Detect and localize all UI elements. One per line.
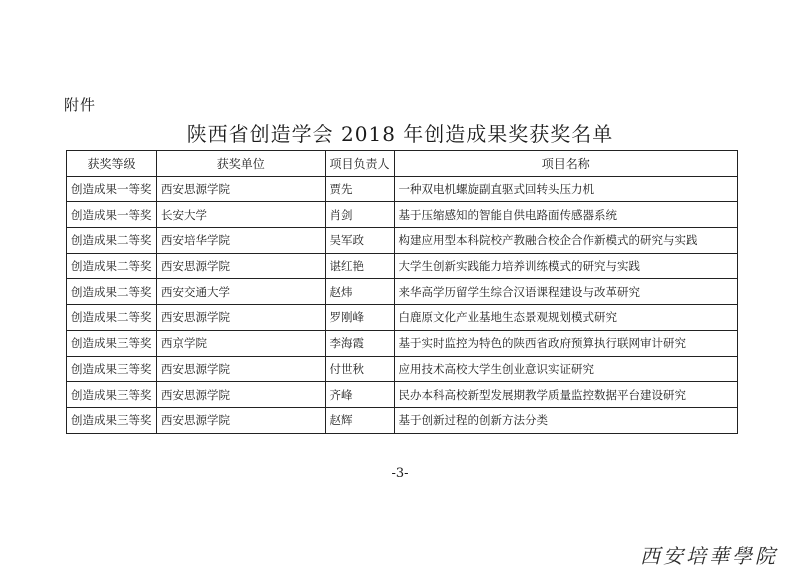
cell-award-unit: 西安思源学院 (156, 253, 325, 279)
cell-project-name: 来华高学历留学生综合汉语课程建设与改革研究 (394, 279, 737, 305)
table-row (67, 330, 738, 356)
cell-project-name: 大学生创新实践能力培养训练模式的研究与实践 (394, 253, 737, 279)
cell-project-name: 构建应用型本科院校产教融合校企合作新模式的研究与实践 (394, 228, 737, 254)
cell-award-level: 创造成果二等奖 (67, 305, 157, 331)
cell-project-lead: 赵辉 (325, 407, 394, 433)
cell-award-unit: 西安交通大学 (156, 279, 325, 305)
cell-project-name: 基于实时监控为特色的陕西省政府预算执行联网审计研究 (394, 330, 737, 356)
header-award-level: 获奖等级 (67, 151, 157, 177)
cell-award-unit: 西京学院 (156, 330, 325, 356)
table-row (67, 305, 738, 331)
cell-award-unit: 西安思源学院 (156, 407, 325, 433)
attachment-label: 附件 (64, 96, 97, 114)
cell-project-name: 白鹿原文化产业基地生态景观规划模式研究 (394, 305, 737, 331)
table-row (67, 356, 738, 382)
cell-project-lead: 谌红艳 (325, 253, 394, 279)
cell-award-level: 创造成果三等奖 (67, 330, 157, 356)
table-row (67, 253, 738, 279)
cell-project-lead: 赵炜 (325, 279, 394, 305)
cell-award-unit: 西安思源学院 (156, 305, 325, 331)
page-number: -3- (391, 466, 409, 481)
header-project-lead: 项目负责人 (325, 151, 394, 177)
table-row (67, 279, 738, 305)
cell-project-name: 民办本科高校新型发展期教学质量监控数据平台建设研究 (394, 382, 737, 408)
cell-project-lead: 罗刚峰 (325, 305, 394, 331)
table-row (67, 202, 738, 228)
cell-award-unit: 西安思源学院 (156, 356, 325, 382)
cell-award-level: 创造成果三等奖 (67, 356, 157, 382)
cell-award-level: 创造成果三等奖 (67, 407, 157, 433)
cell-award-level: 创造成果一等奖 (67, 176, 157, 202)
table-row (67, 382, 738, 408)
institution-watermark: 西安培華學院 (640, 544, 778, 568)
cell-project-name: 基于创新过程的创新方法分类 (394, 407, 737, 433)
cell-project-lead: 齐峰 (325, 382, 394, 408)
cell-award-level: 创造成果二等奖 (67, 228, 157, 254)
cell-project-name: 一种双电机螺旋副直驱式回转头压力机 (394, 176, 737, 202)
cell-award-unit: 西安思源学院 (156, 382, 325, 408)
cell-award-unit: 西安思源学院 (156, 176, 325, 202)
table-row (67, 176, 738, 202)
cell-project-lead: 付世秋 (325, 356, 394, 382)
table-row (67, 407, 738, 433)
header-project-name: 项目名称 (394, 151, 737, 177)
cell-project-lead: 吴军政 (325, 228, 394, 254)
cell-project-name: 基于压缩感知的智能自供电路面传感器系统 (394, 202, 737, 228)
awards-table (66, 150, 738, 434)
cell-award-level: 创造成果二等奖 (67, 279, 157, 305)
header-award-unit: 获奖单位 (156, 151, 325, 177)
cell-project-lead: 李海霞 (325, 330, 394, 356)
cell-project-lead: 贾先 (325, 176, 394, 202)
cell-award-level: 创造成果二等奖 (67, 253, 157, 279)
cell-award-level: 创造成果三等奖 (67, 382, 157, 408)
cell-award-unit: 西安培华学院 (156, 228, 325, 254)
table-row (67, 228, 738, 254)
table-header-row (67, 151, 738, 177)
cell-project-name: 应用技术高校大学生创业意识实证研究 (394, 356, 737, 382)
document-title: 陕西省创造学会 2018 年创造成果奖获奖名单 (186, 122, 614, 146)
cell-award-level: 创造成果一等奖 (67, 202, 157, 228)
cell-project-lead: 肖剑 (325, 202, 394, 228)
cell-award-unit: 长安大学 (156, 202, 325, 228)
